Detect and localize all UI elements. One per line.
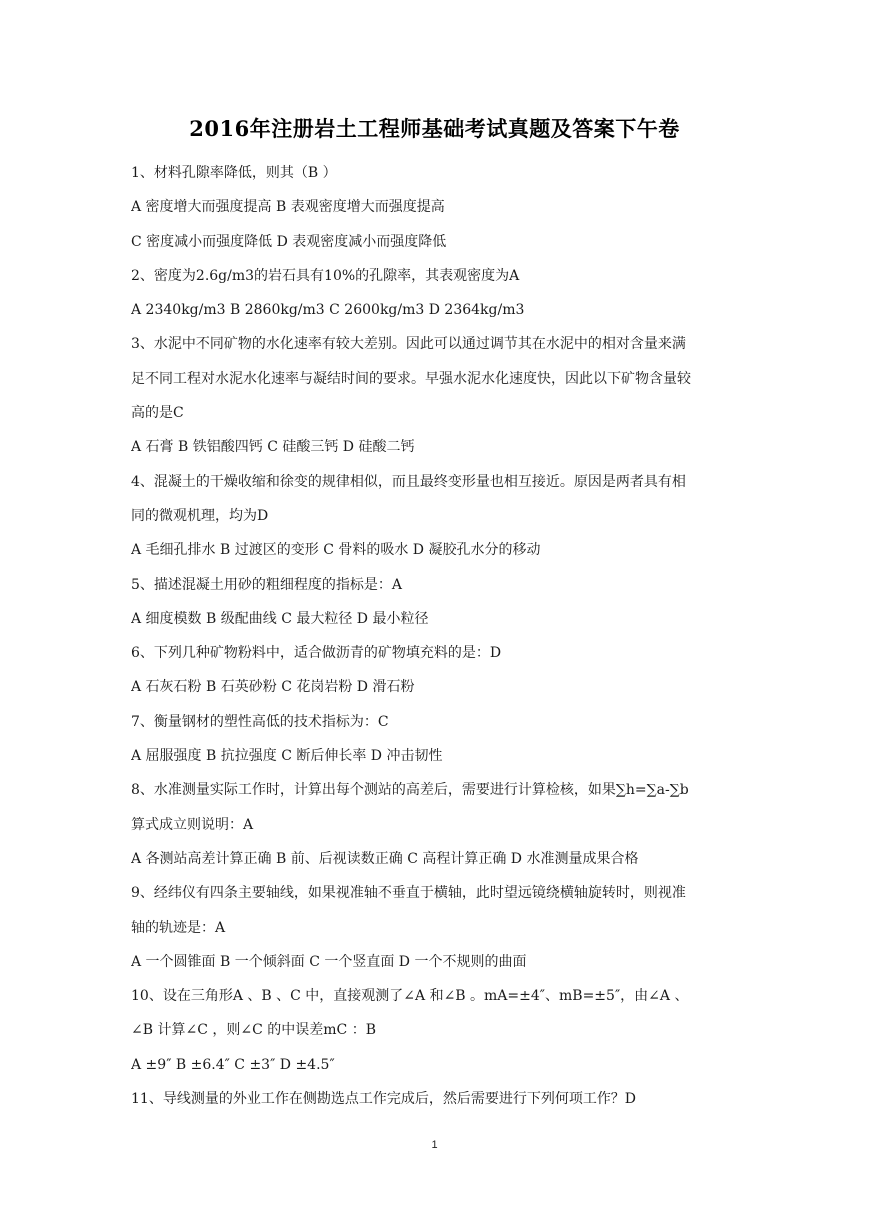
text-line: 11、导线测量的外业工作在侧勘选点工作完成后，然后需要进行下列何项工作？D [131,1091,637,1108]
text-line: ∠B 计算∠C ，则∠C 的中误差mC ：B [131,1022,376,1039]
document-body [131,156,741,1116]
text-line: C 密度减小而强度降低 D 表观密度减小而强度降低 [131,233,447,250]
text-line: 8、水准测量实际工作时，计算出每个测站的高差后，需要进行计算检核，如果∑h=∑a-∑b [131,782,689,799]
text-line: 10、设在三角形A 、B 、C 中，直接观测了∠A 和∠B 。mA=±4″、mB=±5″，由∠A 、 [131,988,689,1005]
text-line: 5、描述混凝土用砂的粗细程度的指标是：A [131,576,403,593]
text-line: 足不同工程对水泥水化速率与凝结时间的要求。早强水泥水化速度快，因此以下矿物含量较 [131,370,691,387]
text-line: 2、密度为2.6g/m3的岩石具有10%的孔隙率，其表观密度为A [131,267,520,284]
text-line: A 各测站高差计算正确 B 前、后视读数正确 C 高程计算正确 D 水准测量成果合格 [131,850,639,867]
text-line: A 2340kg/m3 B 2860kg/m3 C 2600kg/m3 D 2364kg/m3 [131,302,525,319]
text-line: A ±9″ B ±6.4″ C ±3″ D ±4.5″ [131,1056,335,1073]
text-line: A 细度模数 B 级配曲线 C 最大粒径 D 最小粒径 [131,610,429,627]
text-line: 轴的轨迹是：A [131,919,226,936]
text-line: 3、水泥中不同矿物的水化速率有较大差别。因此可以通过调节其在水泥中的相对含量来满 [131,336,686,353]
text-line: 9、经纬仪有四条主要轴线，如果视准轴不垂直于横轴，此时望远镜绕横轴旋转时，则视准 [131,885,686,902]
text-line: A 一个圆锥面 B 一个倾斜面 C 一个竖直面 D 一个不规则的曲面 [131,953,527,970]
page-number: 1 [431,1139,438,1151]
text-line: 算式成立则说明：A [131,816,254,833]
text-line: 6、下列几种矿物粉料中，适合做沥青的矿物填充料的是：D [131,645,502,662]
text-line: A 毛细孔排水 B 过渡区的变形 C 骨料的吸水 D 凝胶孔水分的移动 [131,542,541,559]
text-line: 同的微观机理，均为D [131,507,269,524]
text-line: A 屈服强度 B 抗拉强度 C 断后伸长率 D 冲击韧性 [131,748,443,765]
text-line: A 石膏 B 铁铝酸四钙 C 硅酸三钙 D 硅酸二钙 [131,439,415,456]
document-title: 2016年注册岩土工程师基础考试真题及答案下午卷 [189,116,680,141]
text-line: 高的是C [131,405,184,422]
text-line: 4、混凝土的干燥收缩和徐变的规律相似，而且最终变形量也相互接近。原因是两者具有相 [131,473,686,490]
text-line: A 石灰石粉 B 石英砂粉 C 花岗岩粉 D 滑石粉 [131,679,415,696]
text-line: A 密度增大而强度提高 B 表观密度增大而强度提高 [131,199,445,216]
text-line: 1、材料孔隙率降低，则其（B ） [131,165,337,181]
text-line: 7、衡量钢材的塑性高低的技术指标为：C [131,713,389,730]
